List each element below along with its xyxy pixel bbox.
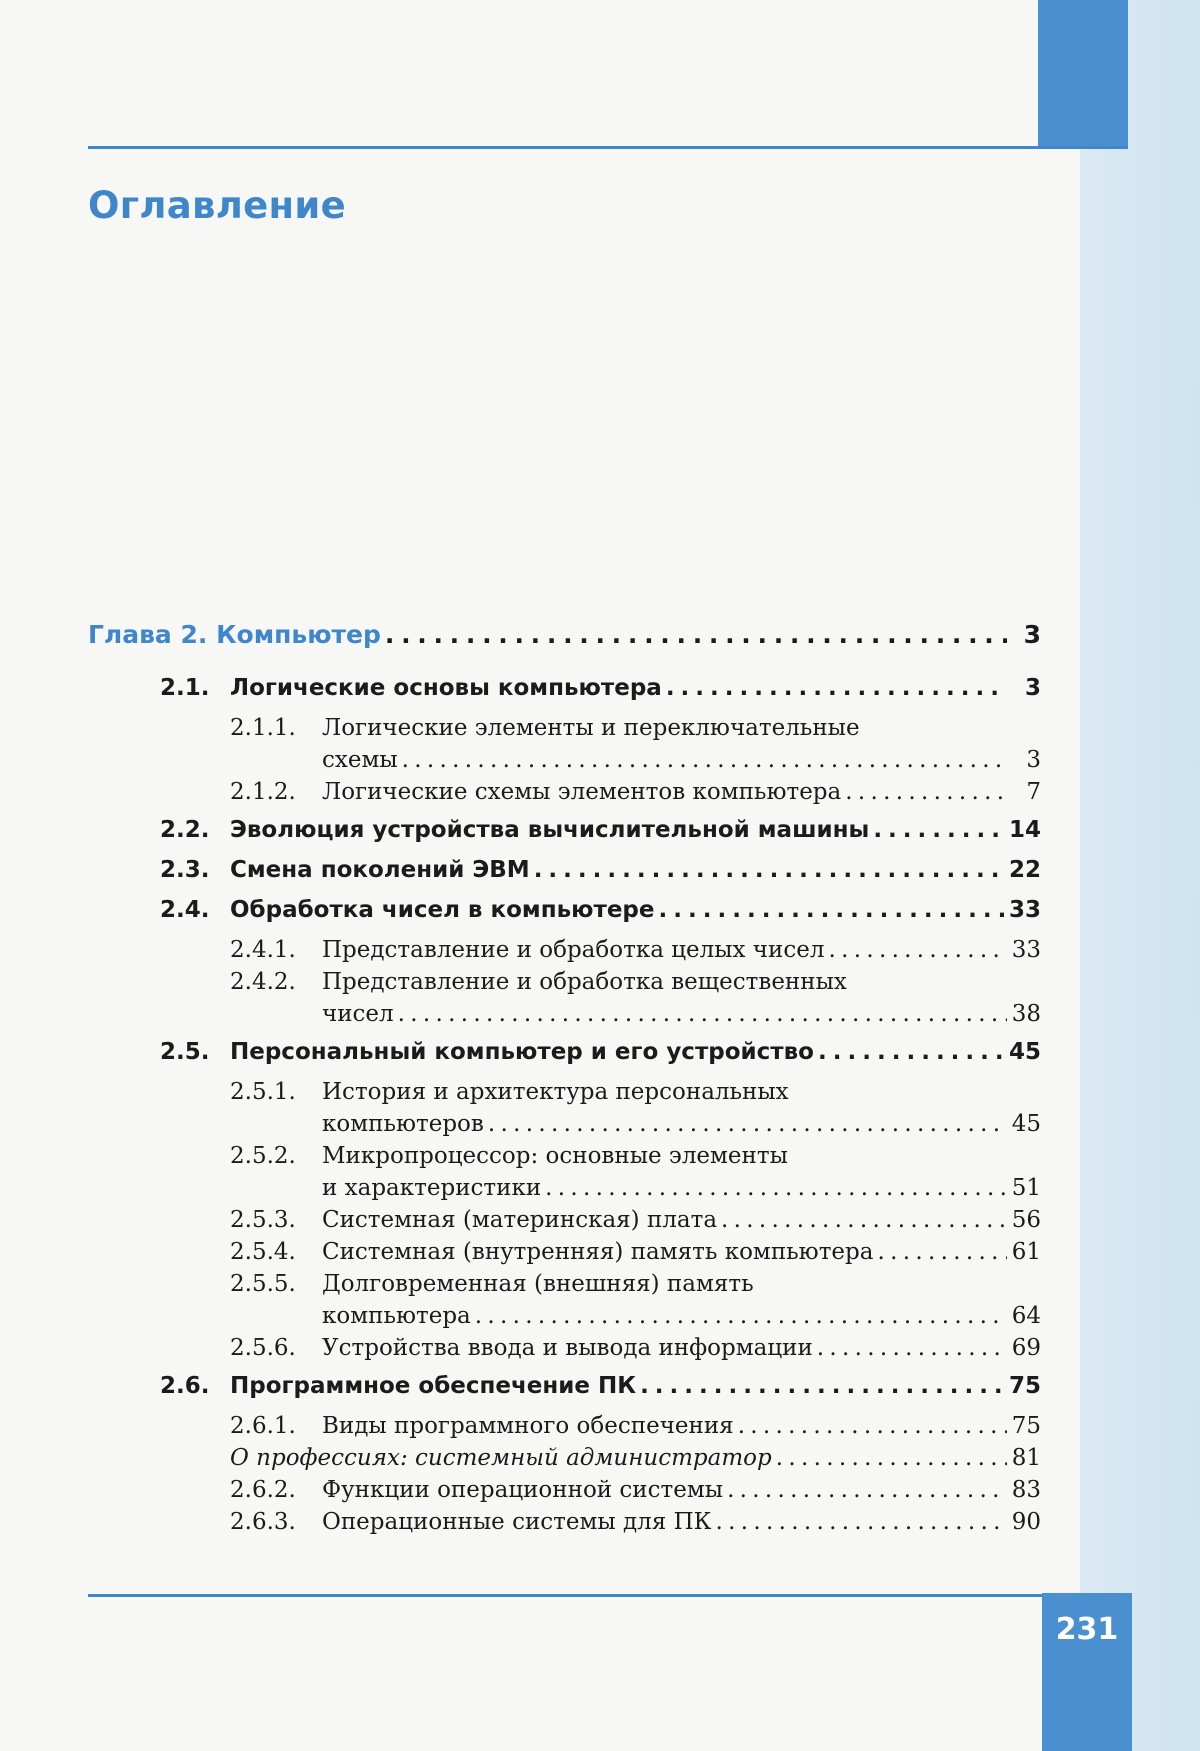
- toc-leader: [873, 814, 1005, 846]
- toc-leader: [534, 854, 1005, 886]
- toc-page: 90: [1011, 1509, 1041, 1535]
- toc-leader: [818, 1036, 1005, 1068]
- toc-feature[interactable]: [88, 1442, 1041, 1474]
- toc-page: 69: [1011, 1335, 1041, 1361]
- toc-subsection[interactable]: [88, 934, 1041, 966]
- toc-title: О профессиях: системный администратор: [230, 1445, 772, 1471]
- toc-number: 2.1.: [160, 675, 210, 701]
- toc-section[interactable]: [88, 814, 1041, 846]
- toc-subsection[interactable]: [88, 1076, 1041, 1140]
- toc-leader: [385, 620, 1007, 649]
- page-title: Оглавление: [88, 184, 347, 227]
- toc-section[interactable]: [88, 894, 1041, 926]
- header-color-tab: [1038, 0, 1128, 148]
- toc-number: 2.5.1.: [230, 1079, 296, 1105]
- toc-leader: [845, 776, 1007, 808]
- toc-title: Представление и обработка целых чисел: [322, 937, 825, 963]
- toc-number: 2.4.: [160, 897, 210, 923]
- toc-title: Программное обеспечение ПК: [230, 1373, 637, 1399]
- toc-title-line1: Представление и обработка вещественных: [322, 969, 847, 995]
- side-margin-strip: [1080, 0, 1200, 1751]
- toc-number: 2.5.: [160, 1039, 210, 1065]
- toc-title: Логические схемы элементов компьютера: [322, 779, 842, 805]
- toc-leader: [721, 1204, 1007, 1236]
- toc-section[interactable]: [88, 672, 1041, 704]
- toc-title-line1: Микропроцессор: основные элементы: [322, 1143, 788, 1169]
- toc-number: 2.6.2.: [230, 1477, 296, 1503]
- toc-title: Виды программного обеспечения: [322, 1413, 734, 1439]
- toc-page: 45: [1008, 1039, 1041, 1065]
- toc-page: 61: [1011, 1239, 1041, 1265]
- toc-chapter-label: Глава 2. Компьютер: [88, 620, 381, 649]
- toc-section[interactable]: [88, 1036, 1041, 1068]
- toc-number: 2.5.5.: [230, 1271, 296, 1297]
- toc-title: Функции операционной системы: [322, 1477, 724, 1503]
- toc-title: Операционные системы для ПК: [322, 1509, 712, 1535]
- toc-number: 2.6.1.: [230, 1413, 296, 1439]
- toc-leader: [776, 1442, 1007, 1474]
- page-number: 231: [1055, 1612, 1119, 1647]
- toc-leader: [738, 1410, 1007, 1442]
- toc-title-line2: компьютера: [322, 1303, 471, 1329]
- toc-subsection[interactable]: [88, 1236, 1041, 1268]
- toc-section[interactable]: [88, 854, 1041, 886]
- toc-number: 2.4.1.: [230, 937, 296, 963]
- toc-leader: [727, 1474, 1007, 1506]
- toc-title: Персональный компьютер и его устройство: [230, 1039, 814, 1065]
- toc-page: 3: [1023, 620, 1041, 649]
- toc-page: 64: [1011, 1303, 1041, 1329]
- header-rule: [88, 146, 1128, 149]
- toc-number: 2.5.4.: [230, 1239, 296, 1265]
- toc-page: 33: [1011, 937, 1041, 963]
- toc-subsection[interactable]: [88, 1268, 1041, 1332]
- toc-page: 45: [1011, 1111, 1041, 1137]
- toc-leader: [715, 1506, 1007, 1538]
- toc-page: 75: [1008, 1373, 1041, 1399]
- toc-page: 3: [1026, 747, 1041, 773]
- toc-chapter[interactable]: [88, 620, 1041, 654]
- toc-title-line2: чисел: [322, 1001, 394, 1027]
- toc-number: 2.6.: [160, 1373, 210, 1399]
- toc-title: Устройства ввода и вывода информации: [322, 1335, 813, 1361]
- toc-page: 38: [1011, 1001, 1041, 1027]
- toc-page: 81: [1011, 1445, 1041, 1471]
- toc-title: Системная (материнская) плата: [322, 1207, 718, 1233]
- toc-title-line1: История и архитектура персональных: [322, 1079, 789, 1105]
- toc-leader: [488, 1108, 1007, 1140]
- toc-number: 2.5.2.: [230, 1143, 296, 1169]
- toc-page: 33: [1008, 897, 1041, 923]
- toc-number: 2.1.1.: [230, 715, 296, 741]
- toc-leader: [545, 1172, 1007, 1204]
- toc-title-line2: схемы: [322, 747, 398, 773]
- toc-title: Обработка чисел в компьютере: [230, 897, 655, 923]
- toc-subsection[interactable]: [88, 776, 1041, 808]
- toc-title-line2: и характеристики: [322, 1175, 542, 1201]
- toc-page: 14: [1008, 817, 1041, 843]
- toc-subsection[interactable]: [88, 1204, 1041, 1236]
- toc-subsection[interactable]: [88, 1140, 1041, 1204]
- toc-number: 2.2.: [160, 817, 210, 843]
- toc-leader: [640, 1370, 1005, 1402]
- toc-number: 2.5.6.: [230, 1335, 296, 1361]
- toc-number: 2.6.3.: [230, 1509, 296, 1535]
- toc-title: Эволюция устройства вычислительной машины: [230, 817, 870, 843]
- toc-number: 2.4.2.: [230, 969, 296, 995]
- toc-section[interactable]: [88, 1370, 1041, 1402]
- toc-number: 2.3.: [160, 857, 210, 883]
- toc-leader: [402, 744, 1007, 776]
- toc-subsection[interactable]: [88, 1506, 1041, 1538]
- footer-rule: [88, 1594, 1042, 1597]
- toc-page: 56: [1011, 1207, 1041, 1233]
- toc-subsection[interactable]: [88, 1410, 1041, 1442]
- toc-page: 22: [1008, 857, 1041, 883]
- toc-subsection[interactable]: [88, 966, 1041, 1030]
- toc-title: Смена поколений ЭВМ: [230, 857, 530, 883]
- toc-title-line1: Логические элементы и переключательные: [322, 715, 860, 741]
- toc-number: 2.1.2.: [230, 779, 296, 805]
- toc-number: 2.5.3.: [230, 1207, 296, 1233]
- toc-subsection[interactable]: [88, 712, 1041, 776]
- toc-leader: [398, 998, 1007, 1030]
- toc-leader: [817, 1332, 1007, 1364]
- toc-leader: [828, 934, 1007, 966]
- toc-page: 7: [1026, 779, 1041, 805]
- toc-page: 3: [1024, 675, 1041, 701]
- toc-leader: [877, 1236, 1007, 1268]
- toc-title: Логические основы компьютера: [230, 675, 662, 701]
- toc-subsection[interactable]: [88, 1474, 1041, 1506]
- toc-title-line1: Долговременная (внешняя) память: [322, 1271, 754, 1297]
- table-of-contents: [88, 620, 1041, 1538]
- toc-leader: [658, 894, 1005, 926]
- toc-page: 51: [1011, 1175, 1041, 1201]
- toc-subsection[interactable]: [88, 1332, 1041, 1364]
- toc-page: 83: [1011, 1477, 1041, 1503]
- toc-title: Системная (внутренняя) память компьютера: [322, 1239, 874, 1265]
- toc-leader: [475, 1300, 1007, 1332]
- toc-leader: [666, 672, 1007, 704]
- toc-page: 75: [1011, 1413, 1041, 1439]
- toc-title-line2: компьютеров: [322, 1111, 484, 1137]
